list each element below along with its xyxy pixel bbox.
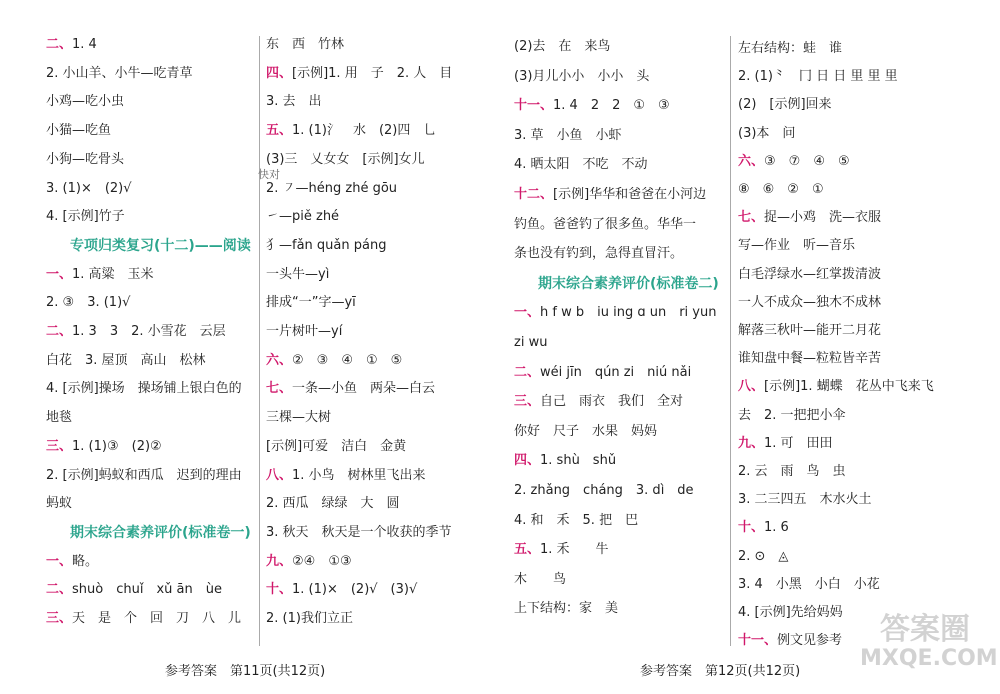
section-number: 二、 [46, 324, 73, 339]
section-number: 九、 [266, 553, 293, 569]
answer-text: ⑧ ⑥ ② ① [738, 182, 824, 197]
answer-text: 去 2. 一把把小伞 [738, 407, 846, 423]
answer-line [46, 180, 132, 198]
answer-line [738, 435, 833, 453]
answer-text: 三棵—大树 [266, 410, 332, 426]
section-number: 一、 [46, 266, 73, 282]
answer-line [46, 467, 242, 485]
answer-line [46, 122, 111, 140]
answer-text: 2. zhǎng cháng 3. dì de [514, 483, 694, 498]
answer-line [266, 438, 406, 456]
answer-text: 1. (1)氵 水 (2)四 乚 [292, 123, 437, 139]
answer-line [266, 93, 322, 111]
answer-line [514, 186, 706, 204]
answer-line [738, 125, 795, 143]
answer-text: 解落三秋叶—能开二月花 [738, 323, 882, 338]
answer-line [738, 322, 881, 340]
answer-text: ② ③ ④ ① ⑤ [292, 352, 403, 368]
answer-text: 1. 禾 牛 [540, 542, 609, 558]
answer-text: 4. [示例]操场 操场铺上银白色的 [46, 381, 242, 397]
section-number: 十、 [738, 520, 765, 536]
answer-text: 写—作业 听—音乐 [738, 238, 856, 254]
answer-text: 1. 4 2 2 ① ③ [553, 98, 670, 114]
answer-line [738, 153, 850, 171]
section-number: 四、 [514, 453, 541, 469]
answer-text: 3. 秋天 秋天是一个收获的季节 [266, 524, 452, 540]
answer-line [266, 122, 436, 140]
answer-text: 小鸡—吃小虫 [46, 94, 125, 110]
watermark-url: MXQE.COM [860, 646, 998, 671]
answer-line [46, 36, 97, 54]
answer-line [514, 216, 696, 234]
answer-line [266, 524, 452, 542]
section-number: 四、 [266, 65, 293, 81]
answer-line [514, 423, 657, 441]
answer-text: 1. (1)③ (2)② [72, 438, 162, 454]
section-number: 十、 [266, 582, 293, 598]
answer-text: (3)本 问 [738, 125, 796, 141]
answer-line [514, 68, 649, 86]
section-number: 三、 [46, 438, 73, 454]
section-number: 十二、 [514, 187, 554, 202]
answer-text: 钓鱼。爸爸钓了很多鱼。华华一 [514, 216, 697, 232]
answer-text: 3. 去 出 [266, 94, 322, 110]
answer-text: 3. 二三四五 木水火土 [738, 492, 872, 508]
answer-line [266, 323, 342, 341]
answer-line [738, 181, 824, 199]
answer-line [46, 352, 206, 370]
answer-line [514, 245, 683, 263]
answer-line [514, 127, 622, 145]
section-title: 专项归类复习(十二)——阅读 [70, 237, 251, 254]
answer-text: [示例]1. 蝴蝶 花丛中飞来飞 [764, 379, 934, 395]
section-number: 六、 [738, 153, 765, 169]
answer-line [46, 495, 72, 513]
answer-line [738, 68, 898, 86]
answer-line [266, 553, 352, 571]
answer-text: ㇀—piě zhé [266, 209, 340, 225]
answer-line [46, 610, 241, 628]
answer-text: 1. 3 3 2. 小雪花 云层 [72, 324, 226, 339]
answer-line [46, 323, 226, 341]
answer-line [266, 36, 344, 54]
answer-line [738, 463, 846, 481]
answer-line [266, 294, 356, 312]
answer-text: 上下结构：家 美 [514, 601, 619, 617]
section-number: 五、 [514, 542, 541, 558]
answer-text: 2. [示例]蚂蚁和西瓜 迟到的理由 [46, 467, 242, 483]
answer-line [46, 553, 98, 571]
answer-line [514, 334, 547, 352]
answer-line [266, 380, 435, 398]
stamp: 快对 [258, 168, 280, 181]
answer-line [266, 151, 425, 169]
answer-text: 左右结构：蛙 谁 [738, 41, 843, 56]
answer-line [514, 38, 610, 56]
answer-text: 4. [示例]竹子 [46, 209, 125, 225]
divider-left [259, 36, 260, 646]
answer-line [46, 380, 242, 398]
answer-text: 一人不成众—独木不成林 [738, 294, 882, 310]
footer-right: 参考答案 第12页(共12页) [640, 664, 801, 679]
answer-line [738, 548, 788, 566]
answer-text: 你好 尺子 水果 妈妈 [514, 423, 658, 439]
section-title: 期末综合素养评价(标准卷一) [70, 524, 251, 541]
watermark-logo: 答案圈 [880, 612, 970, 647]
answer-text: 蚂蚁 [46, 496, 73, 512]
answer-line [738, 40, 842, 58]
answer-text: 条也没有钓到，急得直冒汗。 [514, 246, 684, 262]
answer-text: 地毯 [46, 410, 73, 426]
answer-text: 2. 西瓜 绿绿 大 圆 [266, 496, 400, 512]
section-number: 一、 [514, 305, 541, 321]
answer-line [514, 571, 566, 589]
answer-text: 1. 小鸟 树林里飞出来 [292, 467, 426, 483]
answer-line [46, 151, 124, 169]
answer-text: 4. [示例]先给妈妈 [738, 605, 843, 620]
answer-text: (3)三 乂女女 [示例]女儿 [266, 151, 425, 167]
answer-line [46, 93, 124, 111]
answer-text: 捉—小鸡 洗—衣服 [764, 210, 882, 226]
answer-text: 一片树叶—yí [266, 324, 343, 339]
answer-line [46, 266, 154, 284]
section-number: 十一、 [514, 98, 554, 114]
section-number: 一、 [46, 553, 73, 569]
answer-line [266, 409, 331, 427]
answer-text: [示例]华华和爸爸在小河边 [553, 187, 707, 202]
answer-line [514, 512, 638, 530]
answer-text: 2. ⊙ ◬ [738, 548, 789, 564]
section-number: 七、 [738, 210, 765, 226]
answer-line [266, 495, 400, 513]
answer-line [538, 275, 719, 294]
answer-line [514, 156, 648, 174]
answer-line [46, 581, 222, 599]
answer-text: 2. 云 雨 鸟 虫 [738, 464, 846, 479]
answer-text: wéi jīn qún zi niú nǎi [540, 364, 692, 380]
section-number: 十一、 [738, 633, 778, 649]
answer-line [514, 304, 716, 322]
answer-line [46, 294, 130, 312]
answer-line [514, 541, 609, 559]
answer-line [738, 209, 881, 227]
answer-line [738, 407, 846, 425]
section-number: 五、 [266, 123, 293, 139]
answer-line [738, 350, 881, 368]
answer-line [266, 266, 329, 284]
answer-line [266, 610, 353, 628]
answer-line [514, 482, 694, 500]
section-number: 三、 [514, 394, 541, 410]
answer-line [514, 364, 691, 382]
section-number: 八、 [266, 467, 293, 483]
answer-line [738, 294, 881, 312]
answer-text: 略。 [72, 553, 99, 569]
answer-text: ②④ ①③ [292, 553, 352, 569]
answer-text: 一条—小鱼 两朵—白云 [292, 381, 436, 397]
answer-text: 犭—fǎn quǎn páng [266, 237, 387, 253]
answer-text: 天 是 个 回 刀 八 儿 [72, 611, 242, 626]
answer-text: 2. ③ 3. (1)√ [46, 295, 131, 311]
answer-text: h f w b iu ing ɑ un ri yun [540, 305, 717, 321]
answer-line [514, 600, 618, 618]
answer-line [738, 96, 832, 114]
answer-text: 1. shù shǔ [540, 453, 617, 469]
answer-text: 2. (1)⺀ 冂 日 日 里 里 里 [738, 69, 898, 85]
answer-line [738, 266, 881, 284]
answer-text: 4. 和 禾 5. 把 巴 [514, 512, 639, 528]
section-number: 二、 [514, 364, 541, 380]
answer-text: 自己 雨衣 我们 全对 [540, 394, 684, 410]
answer-text: 木 鸟 [514, 571, 567, 587]
answer-line [738, 632, 842, 650]
answer-line [266, 581, 417, 599]
answer-text: [示例]可爱 洁白 金黄 [266, 438, 407, 454]
answer-text: 2. (1)我们立正 [266, 611, 353, 626]
answer-line [266, 208, 339, 226]
answer-text: (2)去 在 来鸟 [514, 39, 611, 54]
answer-text: 3. 4 小黑 小白 小花 [738, 576, 880, 592]
answer-line [514, 393, 683, 411]
answer-line [738, 378, 934, 396]
section-number: 六、 [266, 352, 293, 368]
answer-line [266, 180, 397, 198]
answer-text: 1. 高粱 玉米 [72, 266, 154, 282]
section-number: 二、 [46, 37, 73, 52]
answer-text: 2. ㇇—héng zhé gōu [266, 180, 398, 196]
answer-text: 1. (1)× (2)√ (3)√ [292, 582, 418, 598]
answer-text: 1. 可 田田 [764, 435, 833, 451]
section-number: 九、 [738, 435, 765, 451]
answer-text: 小狗—吃骨头 [46, 151, 125, 167]
answer-line [46, 208, 125, 226]
answer-line [514, 452, 616, 470]
answer-line [738, 519, 789, 537]
answer-text: 4. 晒太阳 不吃 不动 [514, 157, 648, 173]
answer-text: 1. 6 [764, 520, 789, 536]
answer-text: [示例]1. 用 子 2. 人 目 [292, 65, 453, 81]
answer-line [266, 237, 386, 255]
answer-line [266, 65, 452, 83]
answer-line [738, 576, 880, 594]
answer-text: 3. 草 小鱼 小虾 [514, 127, 622, 143]
answer-line [738, 491, 872, 509]
answer-line [738, 237, 855, 255]
answer-text: 东 西 竹林 [266, 37, 345, 52]
answer-text: 3. (1)× (2)√ [46, 180, 132, 196]
section-number: 八、 [738, 379, 765, 395]
answer-text: ③ ⑦ ④ ⑤ [764, 153, 850, 169]
answer-line [46, 409, 72, 427]
answer-text: 谁知盘中餐—粒粒皆辛苦 [738, 351, 882, 367]
divider-right [730, 36, 731, 646]
answer-text: 例文见参考 [777, 633, 843, 649]
answer-text: 1. 4 [72, 37, 97, 52]
section-title: 期末综合素养评价(标准卷二) [538, 275, 719, 292]
section-number: 三、 [46, 611, 73, 626]
section-number: 二、 [46, 582, 73, 598]
answer-text: (2) [示例]回来 [738, 97, 832, 113]
answer-line [738, 604, 843, 622]
answer-text: 白花 3. 屋顶 高山 松林 [46, 352, 206, 368]
answer-text: 2. 小山羊、小牛—吃青草 [46, 65, 193, 81]
answer-line [514, 97, 670, 115]
answer-text: 一头牛—yì [266, 266, 330, 282]
answer-line [70, 524, 251, 543]
answer-text: 排成“一”字—yī [266, 295, 356, 311]
footer-left: 参考答案 第11页(共12页) [165, 664, 326, 679]
answer-line [46, 65, 193, 83]
answer-line [266, 467, 426, 485]
section-number: 七、 [266, 381, 293, 397]
answer-line [46, 438, 162, 456]
answer-text: zi wu [514, 335, 548, 350]
answer-text: 小猫—吃鱼 [46, 123, 112, 139]
answer-line [266, 352, 402, 370]
answer-text: (3)月儿小小 小小 头 [514, 68, 650, 84]
answer-text: shuò chuǐ xǔ ān ùe [72, 582, 222, 598]
answer-line [70, 237, 251, 256]
answer-text: 白毛浮绿水—红掌拨清波 [738, 266, 882, 282]
